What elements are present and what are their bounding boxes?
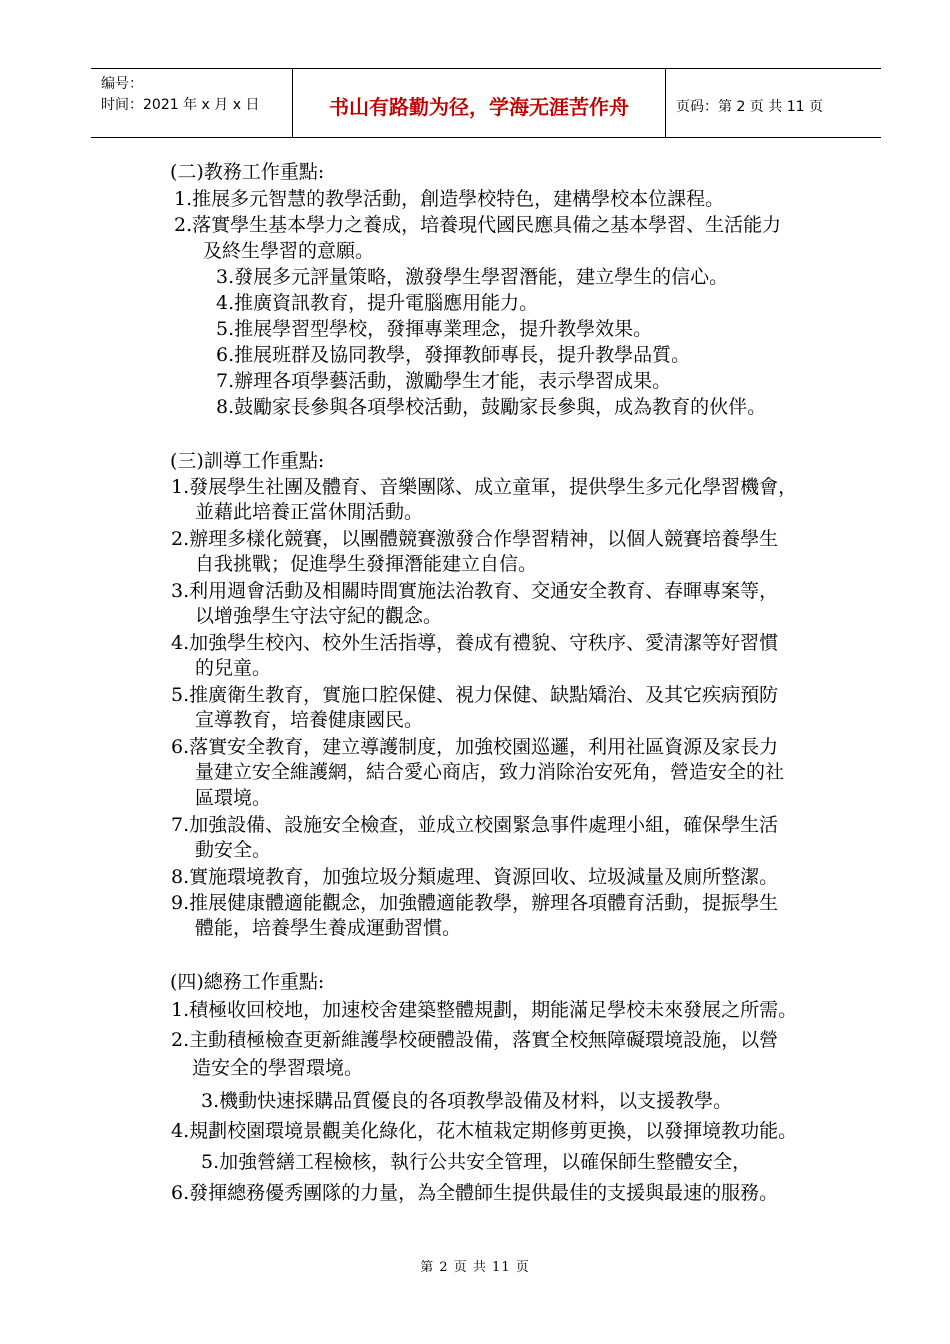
list-item: 4.規劃校園環境景觀美化綠化，花木植栽定期修剪更換，以發揮境教功能。 <box>171 1120 798 1142</box>
list-item: 1.積極收回校地，加速校舍建築整體規劃，期能滿足學校未來發展之所需。 <box>171 999 798 1021</box>
list-item: 體能，培養學生養成運動習慣。 <box>195 917 462 939</box>
list-item: 4.加強學生校內、校外生活指導，養成有禮貌、守秩序、愛清潔等好習慣 <box>171 632 779 654</box>
list-item: 6.發揮總務優秀團隊的力量，為全體師生提供最佳的支援與最速的服務。 <box>171 1182 779 1204</box>
section-title-academic: (二)教務工作重點: <box>170 161 325 183</box>
header-page-cell <box>666 69 881 137</box>
list-item: 2.落實學生基本學力之養成，培養現代國民應具備之基本學習、生活能力 <box>174 214 782 236</box>
header-meta-cell <box>91 69 293 137</box>
time-label: 时间：2021 年 x 月 x 日 <box>101 97 260 113</box>
list-item: 7.辦理各項學藝活動，激勵學生才能，表示學習成果。 <box>216 370 672 392</box>
list-item: 以增強學生守法守紀的觀念。 <box>195 605 443 627</box>
list-item: 動安全。 <box>195 839 272 861</box>
list-item: 並藉此培養正當休閒活動。 <box>195 501 424 523</box>
list-item: 3.發展多元評量策略，激發學生學習潛能，建立學生的信心。 <box>216 266 729 288</box>
list-item: 4.推廣資訊教育，提升電腦應用能力。 <box>216 292 539 314</box>
slogan: 书山有路勤为径，学海无涯苦作舟 <box>329 95 629 119</box>
list-item: 8.實施環境教育，加強垃圾分類處理、資源回收、垃圾減量及廁所整潔。 <box>171 866 779 888</box>
list-item: 自我挑戰；促進學生發揮潛能建立自信。 <box>195 553 538 575</box>
list-item: 3.機動快速採購品質優良的各項教學設備及材料，以支援教學。 <box>201 1090 733 1112</box>
list-item: 6.推展班群及協同教學，發揮教師專長，提升教學品質。 <box>216 344 691 366</box>
list-item: 量建立安全維護網，結合愛心商店，致力消除治安死角，營造安全的社 <box>195 761 785 783</box>
section-title-general-affairs: (四)總務工作重點: <box>170 971 325 993</box>
list-item: 2.辦理多樣化競賽，以團體競賽激發合作學習精神，以個人競賽培養學生 <box>171 528 779 550</box>
list-item: 5.推廣衛生教育，實施口腔保健、視力保健、缺點矯治、及其它疾病預防 <box>171 684 779 706</box>
list-item: 7.加強設備、設施安全檢查，並成立校園緊急事件處理小組，確保學生活 <box>171 814 779 836</box>
list-item: 宣導教育，培養健康國民。 <box>195 709 424 731</box>
list-item: 的兒童。 <box>195 657 272 679</box>
section-title-guidance: (三)訓導工作重點: <box>170 450 325 472</box>
list-item: 5.加強營繕工程檢核，執行公共安全管理，以確保師生整體安全， <box>201 1151 752 1173</box>
list-item: 2.主動積極檢查更新維護學校硬體設備，落實全校無障礙環境設施，以營 <box>171 1029 779 1051</box>
list-item: 造安全的學習環境。 <box>192 1057 364 1079</box>
list-item: 區環境。 <box>195 787 272 809</box>
list-item: 1.發展學生社團及體育、音樂團隊、成立童軍，提供學生多元化學習機會， <box>171 476 798 498</box>
list-item: 3.利用週會活動及相關時間實施法治教育、交通安全教育、春暉專案等， <box>171 580 779 602</box>
number-label: 编号： <box>101 76 143 92</box>
document-header <box>91 68 881 138</box>
page-footer: 第 2 页 共 11 页 <box>420 1260 530 1275</box>
list-item: 8.鼓勵家長參與各項學校活動，鼓勵家長參與，成為教育的伙伴。 <box>216 396 767 418</box>
list-item: 5.推展學習型學校，發揮專業理念，提升教學效果。 <box>216 318 653 340</box>
page-label: 页码：第 2 页 共 11 页 <box>676 99 823 115</box>
list-item: 及終生學習的意願。 <box>203 240 375 262</box>
list-item: 9.推展健康體適能觀念，加強體適能教學，辦理各項體育活動，提振學生 <box>171 892 779 914</box>
list-item: 1.推展多元智慧的教學活動，創造學校特色，建構學校本位課程。 <box>174 188 725 210</box>
header-slogan-cell <box>293 69 666 137</box>
list-item: 6.落實安全教育，建立導護制度，加強校園巡邏，利用社區資源及家長力 <box>171 736 779 758</box>
